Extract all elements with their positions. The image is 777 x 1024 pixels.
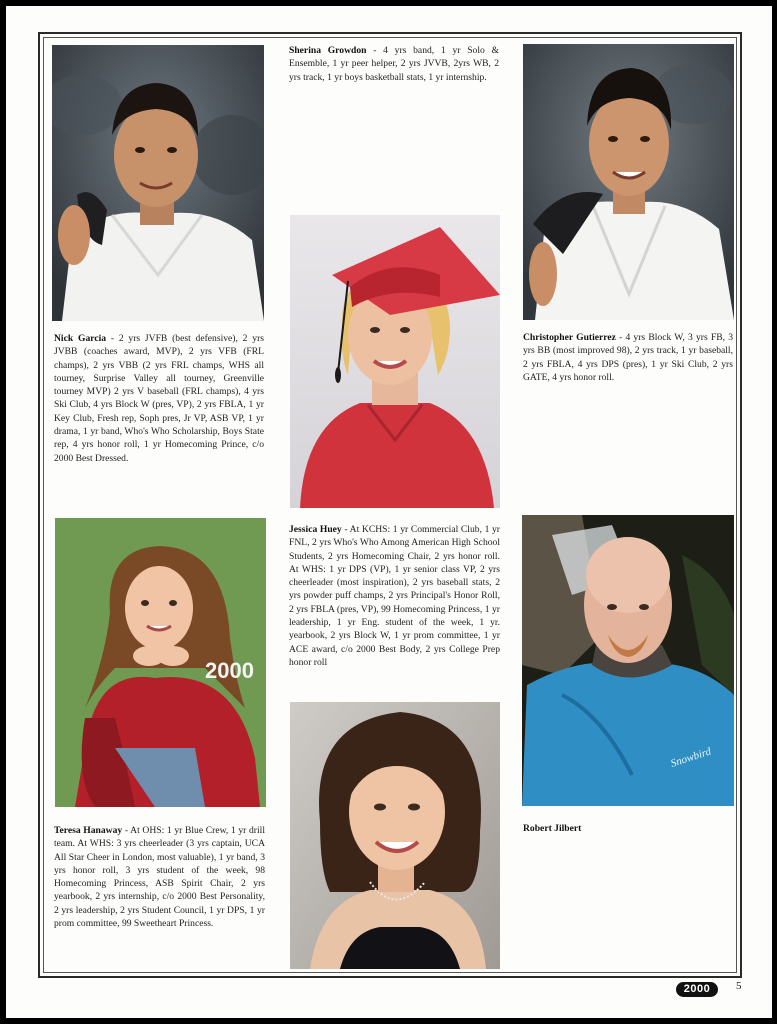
- portrait-teresa-hanaway: [55, 518, 266, 807]
- student-activities: - 4 yrs Block W, 3 yrs FB, 3 yrs BB (most improved 98), 2 yrs track, 1 yr baseball, 2 yrs FBLA, 4 yrs DPS (pres), 1 yr Ski Club, 2 yrs GATE, 4 yrs honor roll.: [523, 332, 733, 383]
- portrait-robert-jilbert: [522, 515, 734, 806]
- portrait-jessica-huey: [290, 702, 500, 969]
- student-activities: - 2 yrs JVFB (best defensive), 2 yrs JVBB (coaches award, MVP), 2 yrs VFB (FRL champs), 2 yrs VBB (2 yrs FRL champs, WHS all tourney, Surprise Valley all tourney, Greenville tourney MVP) 2 yrs V baseball (FRL champs), 4 yrs Ski Club, 4 yrs Block W (pres, VP), 2 yrs FBLA, 1 yr Key Club, Fresh rep, Soph pres, Jr VP, ASB VP, 1 yr drama, 1 yr band, Who's Who Scholarship, Boys State rep, 4 yrs honor roll, 1 yr Homecoming Prince, c/o 2000 Best Dressed.: [54, 333, 264, 464]
- portrait-sherina-growdon: [290, 215, 500, 508]
- student-name: Christopher Gutierrez: [523, 332, 616, 343]
- bio-jessica-huey: [289, 523, 500, 669]
- student-name: Teresa Hanaway: [54, 825, 123, 836]
- bio-robert-jilbert: [523, 822, 733, 835]
- student-activities: - 4 yrs band, 1 yr Solo & Ensemble, 1 yr peer helper, 2 yrs JVVB, 2yrs WB, 2 yrs track, 1 yr boys basketball stats, 1 yr internship.: [289, 45, 499, 83]
- portrait-christopher-gutierrez: [523, 44, 734, 320]
- student-name: Nick Garcia: [54, 333, 107, 344]
- student-activities: - At KCHS: 1 yr Commercial Club, 1 yr FNL, 2 yrs Who's Who Among American High School Students, 2 yrs Homecoming Chair, 2 yrs honor roll. At WHS: 1 yr DPS (VP), 1 yr senior class VP, 2 yrs cheerleader (most inspiration), 2 yrs baseball stats, 2 yrs powder puff champs, 2 yrs Principal's Honor Roll, 2 yrs FBLA (pres, VP), 99 Homecoming Princess, 1 yr leadership, 1 yr Eng. student of the week, 1 yr. yearbook, 2 yrs Block W, 1 yr prom committee, 1 yr ACE award, c/o 2000 Best Body, 2 yrs College Prep honor roll: [289, 524, 500, 668]
- bio-sherina-growdon: [289, 44, 499, 84]
- student-name: Robert Jilbert: [523, 823, 582, 834]
- bio-christopher-gutierrez: [523, 331, 733, 384]
- year-badge: 2000: [676, 982, 718, 997]
- student-activities: - At OHS: 1 yr Blue Crew, 1 yr drill team. At WHS: 3 yrs cheerleader (3 yrs captain, UCA All Star Cheer in London, most valuable), 1 yr band, 3 yrs honor roll, 3 yrs student of the week, 98 Homecoming Princess, ASB Spirit Chair, 2 yrs yearbook, 2 yrs internship, c/o 2000 Best Personality, 2 yrs leadership, 2 yrs Student Council, 1 yr DPS, 1 yr prom committee, 99 Sweetheart Princess.: [54, 825, 266, 930]
- student-name: Sherina Growdon: [289, 45, 367, 56]
- page-number: 5: [736, 980, 742, 992]
- student-name: Jessica Huey: [289, 524, 342, 535]
- bio-teresa-hanaway: [54, 824, 265, 930]
- rain-jacket-logo-text: Snowbird: [669, 745, 713, 770]
- bio-nick-garcia: [54, 332, 264, 465]
- jacket-number-text: 2000: [205, 658, 254, 683]
- portrait-nick-garcia: [52, 45, 264, 321]
